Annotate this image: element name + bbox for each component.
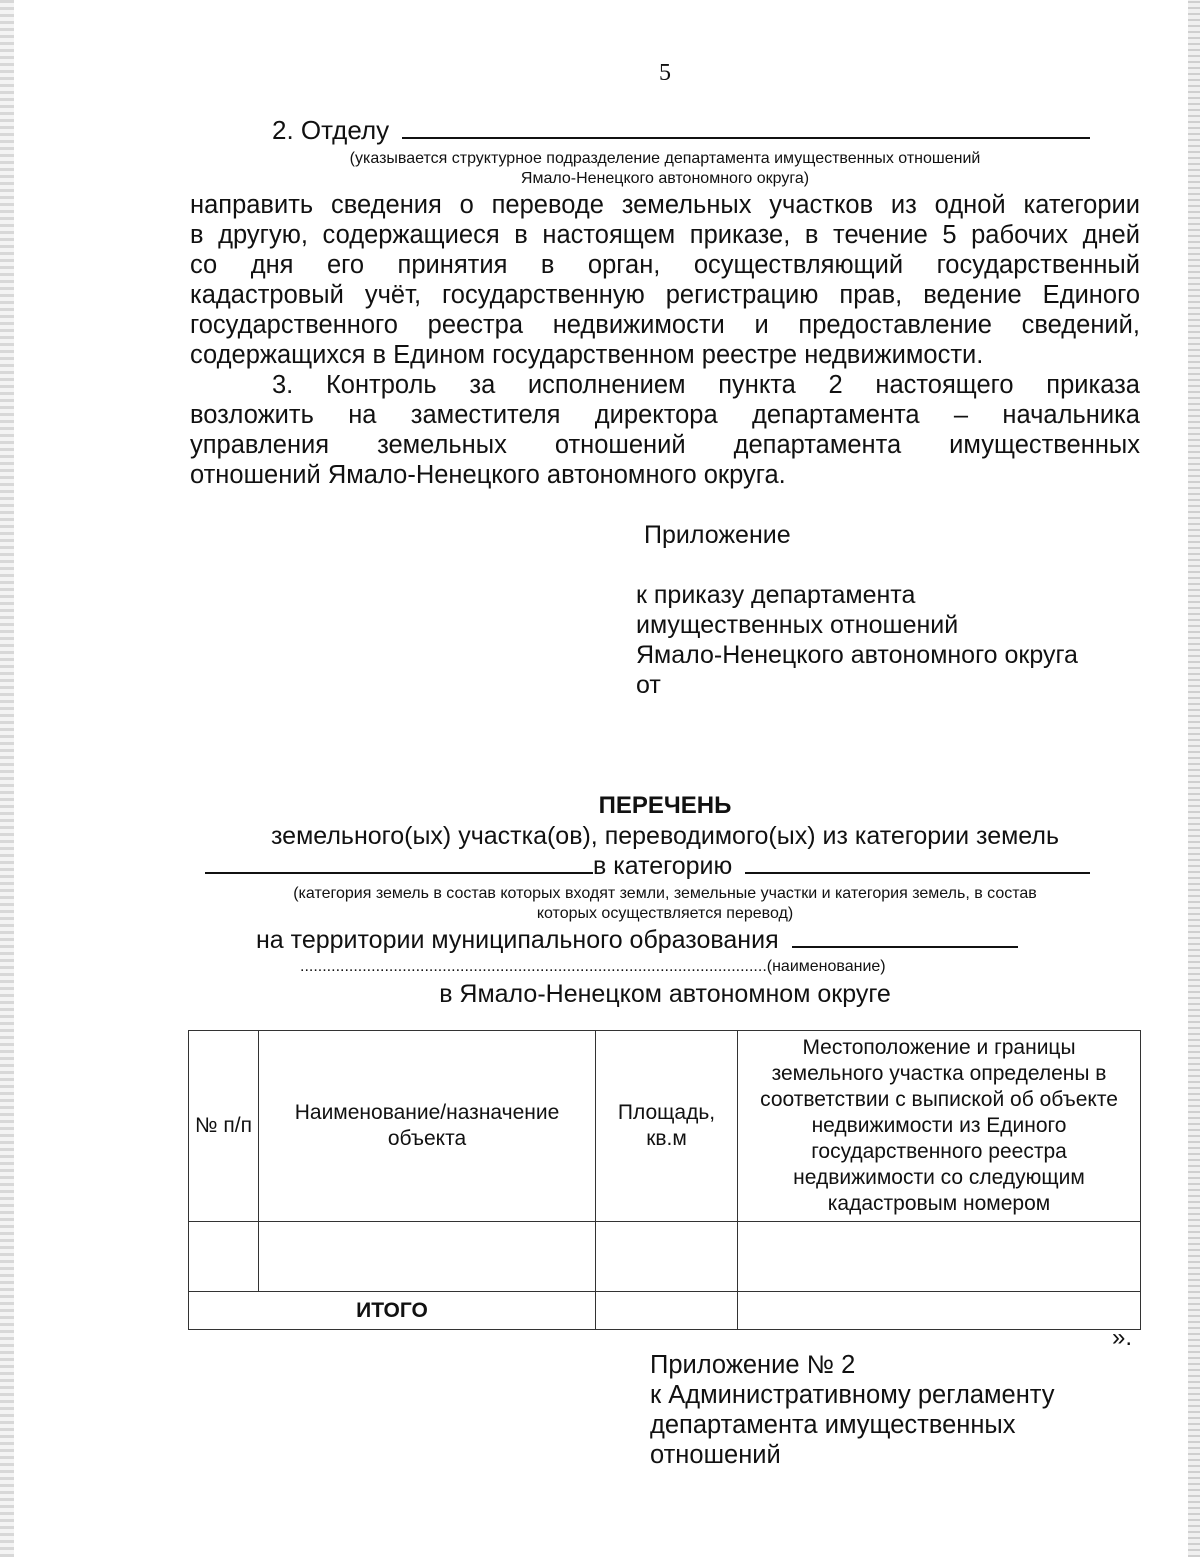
appendix-details bbox=[636, 580, 1156, 700]
appendix2-line: отношений bbox=[650, 1441, 781, 1469]
section3-line: 3. Контроль за исполнением пункта 2 настоящего приказа bbox=[272, 371, 1140, 399]
section2-line: направить сведения о переводе земельных участков из одной категории bbox=[190, 191, 1140, 219]
section2-hint-line1: (указывается структурное подразделение департамента имущественных отношений bbox=[349, 150, 981, 167]
appendix2-line: департамента имущественных bbox=[650, 1411, 1016, 1439]
section2-hint bbox=[190, 149, 1140, 189]
section2-label: 2. Отделу bbox=[272, 115, 390, 145]
section3-line: возложить на заместителя директора департамента – начальника bbox=[190, 401, 1140, 429]
header-name: Наименование/назначение объекта bbox=[259, 1031, 596, 1222]
appendix-line: Ямало-Ненецкого автономного округа bbox=[636, 641, 1078, 669]
municipality-row bbox=[256, 926, 1018, 955]
header-location: Местоположение и границы земельного участка определены в соответствии с выпиской об объекте недвижимости из Единого государственного реестра недвижимости со следующим кадастровым номером bbox=[738, 1031, 1141, 1222]
section3-line: отношений Ямало-Ненецкого автономного округа. bbox=[190, 461, 786, 489]
table-cell bbox=[189, 1222, 259, 1292]
header-area: Площадь, кв.м bbox=[596, 1031, 738, 1222]
municipality-fill-line bbox=[792, 946, 1018, 948]
appendix-title: Приложение bbox=[644, 521, 791, 549]
section2-line: государственного реестра недвижимости и предоставление сведений, bbox=[190, 311, 1140, 339]
department-fill-line bbox=[402, 137, 1090, 139]
category-row bbox=[205, 852, 1090, 881]
municipality-hint: .........................................................................................................(наименование) bbox=[300, 958, 886, 975]
category-from-fill-line bbox=[205, 872, 593, 874]
category-to-fill-line bbox=[745, 872, 1090, 874]
appendix2-line: Приложение № 2 bbox=[650, 1351, 856, 1379]
table-cell bbox=[738, 1222, 1141, 1292]
page-number: 5 bbox=[659, 60, 671, 86]
appendix2-line: к Административному регламенту bbox=[650, 1381, 1055, 1409]
section3-body bbox=[190, 370, 1140, 490]
scan-edge-left bbox=[0, 0, 14, 1557]
list-subtitle-region: в Ямало-Ненецком автономном округе bbox=[439, 980, 891, 1008]
table-cell bbox=[738, 1292, 1141, 1330]
municipality-label: на территории муниципального образования bbox=[256, 926, 779, 954]
header-num: № п/п bbox=[189, 1031, 259, 1222]
scan-edge-right bbox=[1188, 0, 1200, 1557]
section2-label-row bbox=[272, 115, 1090, 146]
appendix-line: от bbox=[636, 671, 661, 699]
appendix2-block bbox=[650, 1350, 1170, 1470]
section2-line: в другую, содержащиеся в настоящем приказе, в течение 5 рабочих дней bbox=[190, 221, 1140, 249]
section2-hint-line2: Ямало-Ненецкого автономного округа) bbox=[520, 170, 810, 187]
table-header-row bbox=[189, 1031, 1141, 1222]
quote-end: ». bbox=[1112, 1324, 1133, 1351]
category-hint-line1: (категория земель в состав которых входят земли, земельные участки и категория земель, в состав bbox=[293, 885, 1037, 902]
list-subtitle-line1: земельного(ых) участка(ов), переводимого(ых) из категории земель bbox=[271, 822, 1059, 850]
section2-line: со дня его принятия в орган, осуществляющий государственный bbox=[190, 251, 1140, 279]
section2-body bbox=[190, 190, 1140, 370]
land-plots-table bbox=[188, 1030, 1141, 1330]
table-total-row bbox=[189, 1292, 1141, 1330]
list-title: ПЕРЕЧЕНЬ bbox=[598, 792, 732, 819]
total-label: ИТОГО bbox=[189, 1292, 596, 1330]
section3-line: управления земельных отношений департамента имущественных bbox=[190, 431, 1140, 459]
table-cell bbox=[596, 1292, 738, 1330]
appendix-line: имущественных отношений bbox=[636, 611, 959, 639]
table-row bbox=[189, 1222, 1141, 1292]
category-label: в категорию bbox=[593, 852, 733, 880]
appendix-line: к приказу департамента bbox=[636, 581, 916, 609]
category-hint-line2: которых осуществляется перевод) bbox=[536, 905, 794, 922]
category-hint bbox=[190, 884, 1140, 924]
section2-line: кадастровый учёт, государственную регистрацию прав, ведение Единого bbox=[190, 281, 1140, 309]
table-cell bbox=[596, 1222, 738, 1292]
section2-line: содержащихся в Едином государственном реестре недвижимости. bbox=[190, 341, 984, 369]
table-cell bbox=[259, 1222, 596, 1292]
